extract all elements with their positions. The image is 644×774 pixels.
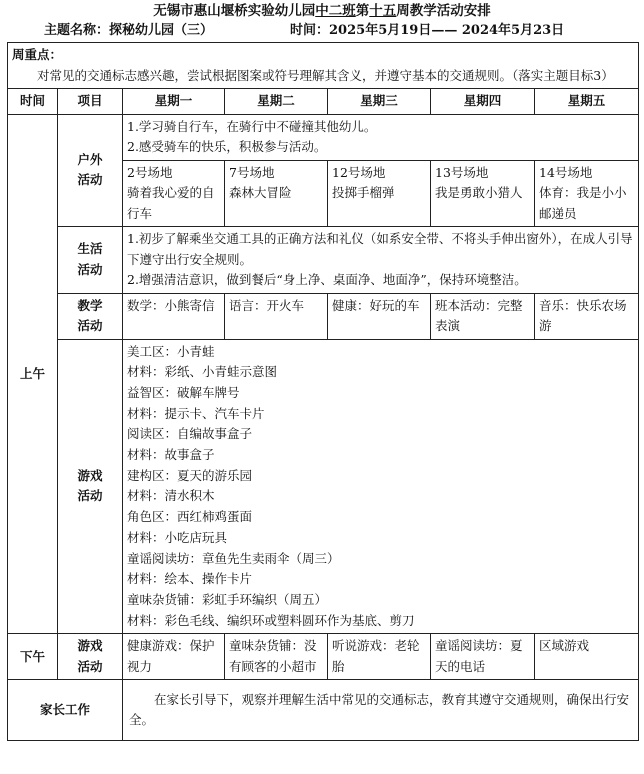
games-content — [123, 339, 639, 634]
col-item: 项目 — [58, 89, 123, 115]
afternoon-monday: 健康游戏：保护视力 — [123, 634, 225, 680]
games-line: 材料：提示卡、汽车卡片 — [127, 405, 265, 421]
outdoor-tuesday: 7号场地 森林大冒险 — [225, 160, 328, 227]
time-line — [290, 22, 564, 40]
col-thursday: 星期四 — [431, 89, 535, 115]
time-label: 时间： — [290, 23, 330, 38]
teaching-monday: 数学：小熊寄信 — [123, 293, 225, 339]
outdoor-goal-1: 1.学习骑自行车，在骑行中不碰撞其他幼儿。 — [127, 118, 377, 134]
focus-text: 对常见的交通标志感兴趣，尝试根据图案或符号理解其含义，并遵守基本的交通规则。（落实主题目标3） — [37, 67, 614, 83]
time-range: 2025年5月19日—— 2024年5月23日 — [329, 23, 565, 38]
header-row — [8, 89, 639, 115]
theme-name: 探秘幼儿园（三） — [109, 23, 214, 38]
outdoor-goals — [123, 114, 639, 160]
life-content — [123, 227, 639, 294]
title-class: 中二班 — [315, 3, 356, 19]
focus-row — [8, 43, 639, 89]
afternoon-tuesday: 童味杂货铺：没有顾客的小超市 — [225, 634, 328, 680]
life-label: 生活 活动 — [58, 227, 123, 294]
weekly-plan-table — [7, 42, 639, 741]
games-line: 材料：故事盒子 — [127, 447, 215, 463]
afternoon-thursday: 童谣阅读坊：夏天的电话 — [431, 634, 535, 680]
teaching-label: 教学 活动 — [58, 293, 123, 339]
theme-label: 主题名称： — [44, 23, 110, 38]
games-line: 材料：彩纸、小青蛙示意图 — [127, 364, 278, 380]
parents-text: 在家长引导下，观察并理解生活中常见的交通标志，教育其遵守交通规则，确保出行安全。 — [123, 680, 639, 741]
games-line: 益智区：破解车牌号 — [127, 384, 240, 400]
col-tuesday: 星期二 — [225, 89, 328, 115]
title-suffix: 周教学活动安排 — [396, 3, 491, 19]
parents-label: 家长工作 — [8, 680, 123, 741]
title-school: 无锡市惠山堰桥实验幼儿园 — [153, 3, 316, 19]
col-monday: 星期一 — [123, 89, 225, 115]
teaching-friday: 音乐：快乐农场游 — [535, 293, 639, 339]
afternoon-games-label: 游戏 活动 — [58, 634, 123, 680]
games-line: 童味杂货铺：彩虹手环编织（周五） — [127, 591, 328, 607]
games-line: 材料：小吃店玩具 — [127, 529, 228, 545]
outdoor-friday: 14号场地 体育：我是小小邮递员 — [535, 160, 639, 227]
games-line: 角色区：西红柿鸡蛋面 — [127, 509, 253, 525]
title-di: 第 — [355, 3, 370, 19]
teaching-row — [8, 293, 639, 339]
col-wednesday: 星期三 — [328, 89, 431, 115]
games-line: 童谣阅读坊：章鱼先生卖雨伞（周三） — [127, 550, 340, 566]
games-line: 材料：绘本、操作卡片 — [127, 571, 253, 587]
outdoor-goals-row — [8, 114, 639, 160]
life-line-2: 2.增强清洁意识，做到餐后“身上净、桌面净、地面净”，保持环境整洁。 — [127, 272, 527, 287]
theme-line — [44, 22, 213, 40]
games-label: 游戏 活动 — [58, 339, 123, 634]
games-line: 阅读区：自编故事盒子 — [127, 426, 253, 442]
outdoor-goal-2: 2.感受骑车的快乐，积极参与活动。 — [127, 139, 327, 154]
morning-label: 上午 — [8, 114, 58, 634]
games-line: 建构区：夏天的游乐园 — [127, 467, 253, 483]
page-title — [0, 2, 644, 20]
games-line: 材料：清水积木 — [127, 488, 215, 504]
outdoor-wednesday: 12号场地 投掷手榴弹 — [328, 160, 431, 227]
teaching-wednesday: 健康：好玩的车 — [328, 293, 431, 339]
afternoon-friday: 区域游戏 — [535, 634, 639, 680]
games-line: 材料：彩色毛线、编织环或塑料圆环作为基底、剪刀 — [127, 612, 415, 628]
outdoor-thursday: 13号场地 我是勇敢小猎人 — [431, 160, 535, 227]
afternoon-row — [8, 634, 639, 680]
afternoon-wednesday: 听说游戏：老轮胎 — [328, 634, 431, 680]
col-friday: 星期五 — [535, 89, 639, 115]
title-week-number: 十五 — [369, 3, 397, 19]
focus-label: 周重点： — [12, 47, 63, 62]
teaching-thursday: 班本活动：完整表演 — [431, 293, 535, 339]
teaching-tuesday: 语言：开火车 — [225, 293, 328, 339]
afternoon-label: 下午 — [8, 634, 58, 680]
life-row — [8, 227, 639, 294]
col-time: 时间 — [8, 89, 58, 115]
outdoor-label: 户外 活动 — [58, 114, 123, 227]
games-line: 美工区：小青蛙 — [127, 343, 215, 359]
outdoor-monday: 2号场地 骑着我心爱的自行车 — [123, 160, 225, 227]
parents-row — [8, 680, 639, 741]
life-line-1: 1.初步了解乘坐交通工具的正确方法和礼仪（如系安全带、不将头手伸出窗外），在成人引导下遵守出行安全规则。 — [127, 231, 633, 267]
